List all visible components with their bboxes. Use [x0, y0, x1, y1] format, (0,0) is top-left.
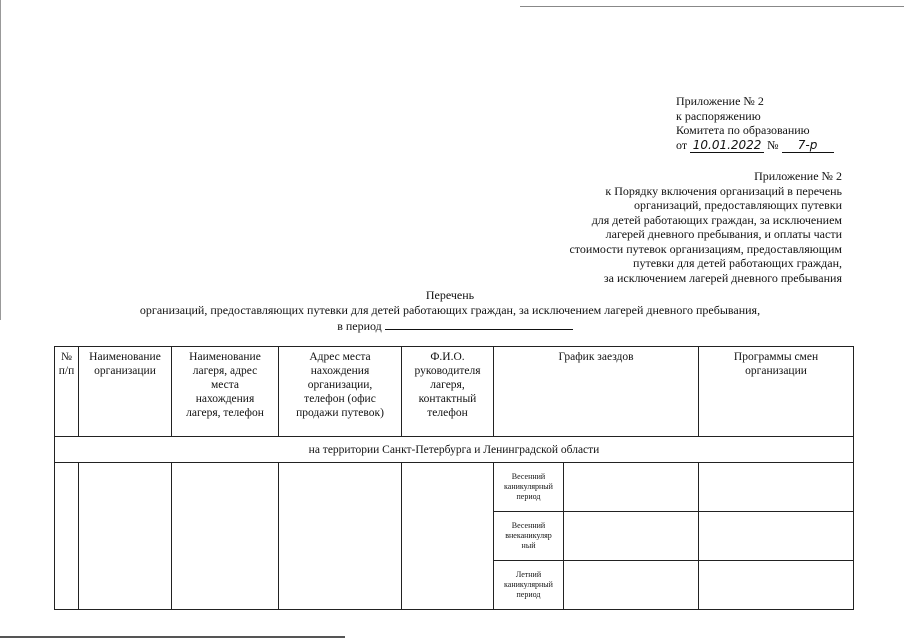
header-text: контактный — [418, 393, 477, 405]
header-text: Наименование — [89, 351, 161, 363]
cell-num — [55, 463, 79, 610]
header-text: продажи путевок) — [296, 407, 384, 419]
header-programs — [699, 347, 854, 437]
scan-edge-bottom — [0, 636, 345, 638]
period-text: Летний — [515, 570, 542, 579]
attachment-procedure-line: для детей работающих граждан, за исключением — [591, 212, 842, 227]
attachment-procedure-line: Приложение № 2 — [754, 169, 842, 183]
order-number-handwritten: 7-р — [782, 138, 834, 154]
attachment-order-date-line — [676, 138, 856, 154]
header-schedule — [494, 347, 699, 437]
from-label: от — [676, 137, 688, 152]
title-line2: организаций, предоставляющих путевки для детей работающих граждан, за исключением лагерей дневного пребывания, — [139, 302, 761, 317]
attachment-order-line3: Комитета по образованию — [676, 123, 810, 137]
region-cell: на территории Санкт-Петербурга и Ленинградской области — [55, 437, 854, 463]
header-text: организации — [94, 365, 156, 377]
period-text: внеканикуляр — [505, 531, 552, 540]
attachment-procedure-block — [520, 169, 842, 285]
cell-programs — [699, 512, 854, 561]
header-text: организации, — [307, 379, 373, 391]
title-line1: Перечень — [425, 288, 475, 302]
cell-camp-name — [172, 463, 279, 610]
header-text: п/п — [58, 365, 75, 377]
header-text: телефон — [427, 407, 468, 419]
header-text: организации — [745, 365, 807, 377]
title-period-label: в период — [337, 319, 382, 333]
cell-schedule — [564, 512, 699, 561]
header-text: Ф.И.О. — [430, 351, 465, 363]
period-text: период — [516, 590, 541, 599]
attachment-order-line2: к распоряжению — [676, 108, 761, 123]
attachment-procedure-line: за исключением лагерей дневного пребывания — [603, 270, 842, 285]
period-text: ный — [521, 541, 536, 550]
period-text: период — [516, 492, 541, 501]
cell-schedule — [564, 463, 699, 512]
period-cell — [494, 463, 564, 512]
period-cell — [494, 512, 564, 561]
header-text: Наименование — [189, 351, 261, 363]
header-text: График заездов — [558, 351, 634, 363]
organizations-table — [54, 346, 854, 610]
header-text: места — [210, 379, 240, 391]
header-camp-name — [172, 347, 279, 437]
order-date-handwritten: 10.01.2022 — [690, 138, 764, 154]
attachment-procedure-line: к Порядку включения организаций в перечень — [605, 183, 842, 198]
period-text: каникулярный — [504, 580, 553, 589]
table-region-row — [55, 437, 854, 463]
header-org-name — [79, 347, 172, 437]
attachment-procedure-line: лагерей дневного пребывания, и оплаты части — [605, 227, 842, 241]
header-head — [402, 347, 494, 437]
header-address — [279, 347, 402, 437]
header-text: лагеря, — [430, 379, 465, 391]
number-label: № — [767, 137, 779, 152]
scan-edge-top — [520, 6, 904, 7]
scan-edge-left — [0, 0, 1, 320]
period-cell — [494, 561, 564, 610]
header-text: № — [61, 351, 72, 363]
table-header-row — [55, 347, 854, 437]
cell-programs — [699, 561, 854, 610]
header-text: Программы смен — [733, 351, 819, 363]
header-text: Адрес места — [309, 351, 371, 363]
header-text: нахождения — [310, 365, 370, 377]
period-text: Весенний — [511, 472, 546, 481]
period-text: каникулярный — [504, 482, 553, 491]
cell-org-name — [79, 463, 172, 610]
attachment-procedure-line: путевки для детей работающих граждан, — [633, 256, 842, 270]
attachment-order-line1: Приложение № 2 — [676, 94, 764, 108]
header-text: лагеря, телефон — [186, 407, 264, 419]
period-text: Весенний — [511, 521, 546, 530]
header-text: руководителя — [414, 365, 481, 377]
attachment-order-block — [676, 94, 856, 153]
table-row — [55, 463, 854, 512]
cell-programs — [699, 463, 854, 512]
header-text: лагеря, адрес — [192, 365, 258, 377]
attachment-procedure-line: организаций, предоставляющих путевки — [633, 198, 842, 212]
period-blank — [385, 317, 573, 330]
header-num — [55, 347, 79, 437]
header-text: телефон (офис — [304, 393, 376, 405]
document-title — [100, 288, 800, 334]
cell-schedule — [564, 561, 699, 610]
cell-address — [279, 463, 402, 610]
cell-head — [402, 463, 494, 610]
header-text: нахождения — [195, 393, 255, 405]
attachment-procedure-line: стоимости путевок организациям, предоставляющим — [569, 241, 842, 256]
title-period-line — [100, 317, 800, 334]
